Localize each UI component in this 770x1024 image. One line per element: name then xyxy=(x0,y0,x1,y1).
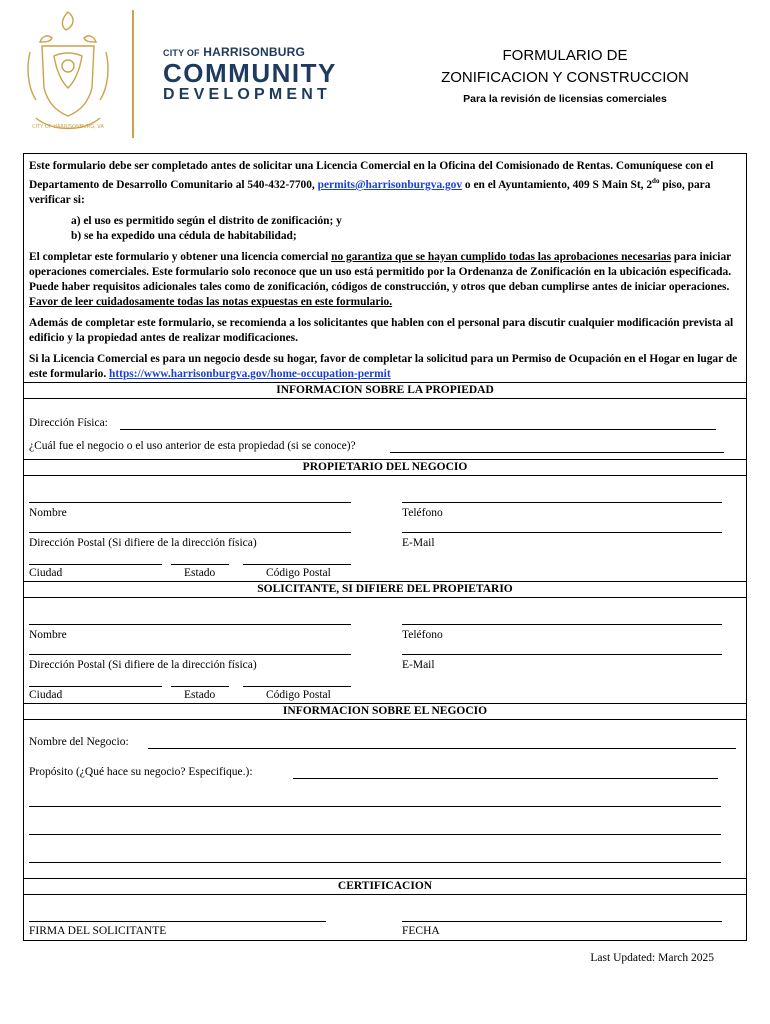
physical-address-field[interactable] xyxy=(120,429,716,430)
owner-city-label: Ciudad xyxy=(29,567,63,579)
purpose-line-3[interactable] xyxy=(29,834,721,835)
applicant-email-label: E-Mail xyxy=(402,659,435,671)
owner-state-field[interactable] xyxy=(171,564,229,565)
brand-logo xyxy=(163,46,337,104)
owner-mailing-label: Dirección Postal (Si difiere de la dirección física) xyxy=(29,537,257,549)
intro-paragraph-1: Este formulario debe ser completado antes de solicitar una Licencia Comercial en la Oficina del Comisionado de Rentas. Comuníquese con el Departamento de Desarrollo Comunitario al 540-432-7700, permits@harrisonburgva.gov o en el Ayuntamiento, 409 S Main St, $2^{do}$ piso, para verificar si: xyxy=(29,160,714,206)
owner-zip-field[interactable] xyxy=(243,564,351,565)
previous-use-label: ¿Cuál fue el negocio o el uso anterior de esta propiedad (si se conoce)? xyxy=(29,440,356,452)
owner-name-field[interactable] xyxy=(29,502,351,503)
brand-city-prefix: CITY OF xyxy=(163,48,200,58)
section-certification-header: CERTIFICACION xyxy=(24,878,746,895)
applicant-mailing-label: Dirección Postal (Si difiere de la dirección física) xyxy=(29,659,257,671)
brand-city: HARRISONBURG xyxy=(203,45,306,59)
applicant-state-field[interactable] xyxy=(171,686,229,687)
owner-mailing-field[interactable] xyxy=(29,532,351,533)
intro-list-item-a: a) el uso es permitido según el distrito de zonificación; y xyxy=(71,214,342,227)
form-subtitle: Para la revisión de licensias comerciales xyxy=(463,93,667,105)
applicant-city-field[interactable] xyxy=(29,686,162,687)
home-occupation-link[interactable]: https://www.harrisonburgva.gov/home-occupation-permit xyxy=(109,367,391,380)
city-seal-logo xyxy=(22,8,114,136)
owner-state-label: Estado xyxy=(184,567,216,579)
title-line1: FORMULARIO DE xyxy=(502,47,628,64)
brand-community: COMMUNITY xyxy=(163,58,337,88)
last-updated: Last Updated: March 2025 xyxy=(590,952,714,964)
intro-text xyxy=(24,154,746,382)
email-link[interactable]: permits@harrisonburgva.gov xyxy=(317,178,463,191)
intro-paragraph-4: Si la Licencia Comercial es para un negocio desde su hogar, favor de completar la solicitud para un Permiso de Ocupación en el Hogar en lugar de este formulario. https://www.harrisonburgva.gov/home-occupation-permit xyxy=(29,352,738,380)
applicant-name-label: Nombre xyxy=(29,629,67,641)
brand-development: DEVELOPMENT xyxy=(163,86,331,103)
owner-name-label: Nombre xyxy=(29,507,67,519)
form-box xyxy=(23,153,747,941)
applicant-name-field[interactable] xyxy=(29,624,351,625)
owner-phone-field[interactable] xyxy=(402,502,722,503)
signature-label: FIRMA DEL SOLICITANTE xyxy=(29,925,167,937)
section-applicant-header: SOLICITANTE, SI DIFIERE DEL PROPIETARIO xyxy=(24,581,746,598)
header-divider xyxy=(132,10,134,138)
purpose-line-2[interactable] xyxy=(29,806,721,807)
intro-paragraph-3: Además de completar este formulario, se recomienda a los solicitantes que hablen con el personal para discutir cualquier modificación prevista al edificio y la propiedad antes de realizar modificaciones. xyxy=(29,316,734,344)
applicant-zip-field[interactable] xyxy=(243,686,351,687)
purpose-field[interactable] xyxy=(293,778,718,779)
date-field[interactable] xyxy=(402,921,722,922)
applicant-mailing-field[interactable] xyxy=(29,654,351,655)
physical-address-label: Dirección Física: xyxy=(29,417,108,429)
owner-phone-label: Teléfono xyxy=(402,507,443,519)
applicant-phone-label: Teléfono xyxy=(402,629,443,641)
applicant-zip-label: Código Postal xyxy=(266,689,331,701)
section-property-header: INFORMACION SOBRE LA PROPIEDAD xyxy=(24,382,746,399)
business-name-label: Nombre del Negocio: xyxy=(29,736,129,748)
title-line2: ZONIFICACION Y CONSTRUCCION xyxy=(441,69,689,86)
purpose-line-4[interactable] xyxy=(29,862,721,863)
intro-list-item-b: b) se ha expedido una cédula de habitabilidad; xyxy=(71,229,297,242)
svg-text:CITY OF HARRISONBURG, VA: CITY OF HARRISONBURG, VA xyxy=(32,124,104,130)
owner-zip-label: Código Postal xyxy=(266,567,331,579)
owner-email-label: E-Mail xyxy=(402,537,435,549)
applicant-email-field[interactable] xyxy=(402,654,722,655)
owner-email-field[interactable] xyxy=(402,532,722,533)
applicant-phone-field[interactable] xyxy=(402,624,722,625)
purpose-label: Propósito (¿Qué hace su negocio? Especifique.): xyxy=(29,766,253,778)
applicant-city-label: Ciudad xyxy=(29,689,63,701)
previous-use-field[interactable] xyxy=(390,452,724,453)
section-business-header: INFORMACION SOBRE EL NEGOCIO xyxy=(24,703,746,720)
intro-paragraph-2: El completar este formulario y obtener una licencia comercial no garantiza que se hayan cumplido todas las aprobaciones necesarias para iniciar operaciones comerciales. Este formulario solo reconoce que un uso está permitido por la Ordenanza de Zonificación en la ubicación especificada. Puede haber requisitos adicionales tales como de zonificación, códigos de construcción, y otros que deban cumplirse antes de iniciar operaciones. Favor de leer cuidadosamente todas las notas expuestas en este formulario. xyxy=(29,250,732,308)
owner-city-field[interactable] xyxy=(29,564,162,565)
form-title xyxy=(410,45,720,107)
signature-field[interactable] xyxy=(29,921,326,922)
business-name-field[interactable] xyxy=(148,748,736,749)
section-owner-header: PROPIETARIO DEL NEGOCIO xyxy=(24,459,746,476)
intro-list xyxy=(71,214,741,244)
date-label: FECHA xyxy=(402,925,440,937)
applicant-state-label: Estado xyxy=(184,689,216,701)
